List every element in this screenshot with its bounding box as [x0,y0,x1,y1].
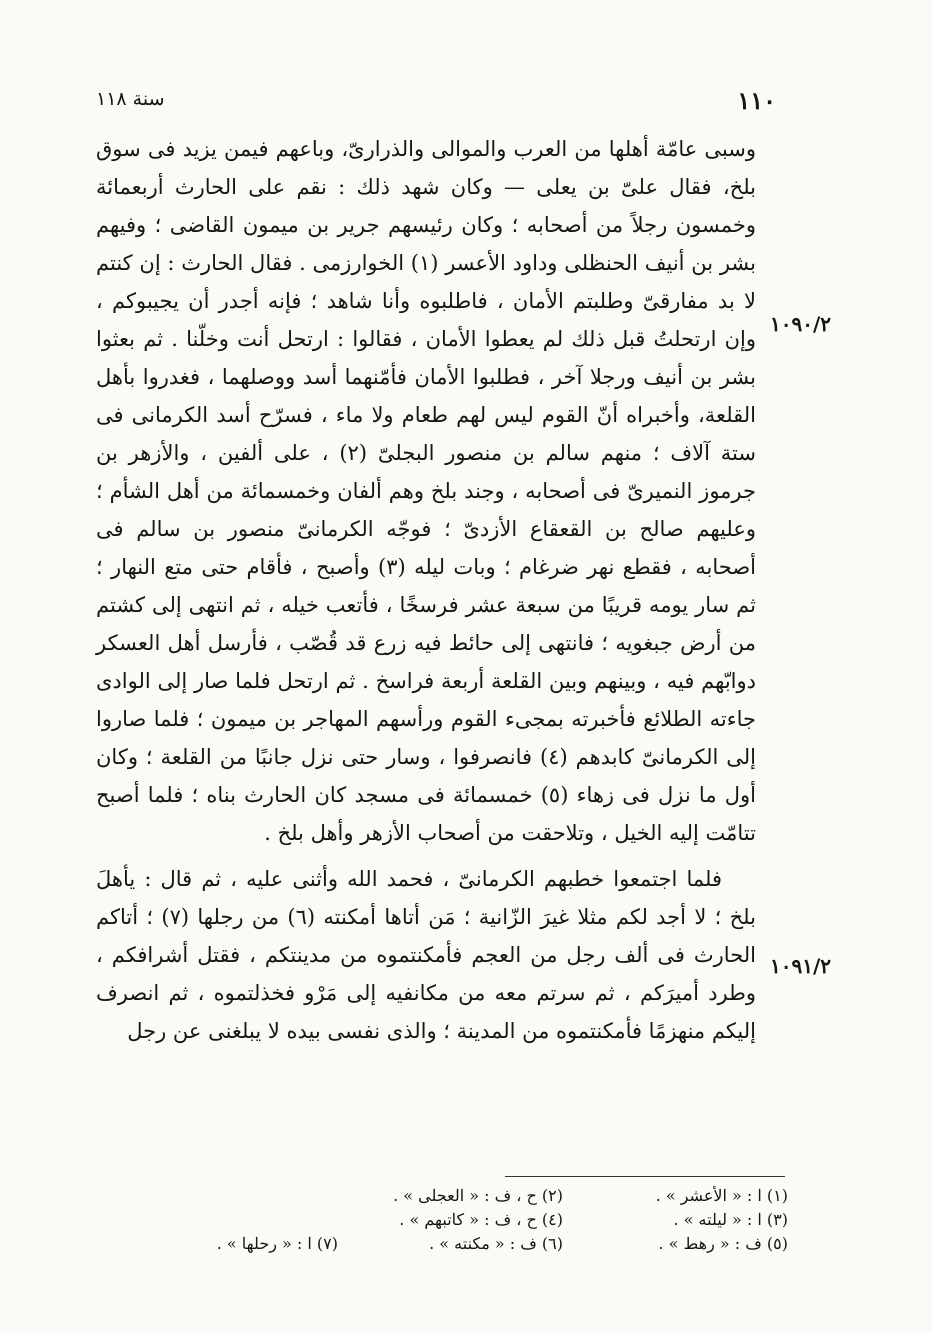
footnote-row [96,1184,788,1208]
main-text [96,130,756,1050]
page-header [96,86,836,116]
footnote: (٧) ا : « رحلها » . [216,1234,338,1253]
footnote: (١) ا : « الأعشر » . [655,1186,788,1205]
paragraph: وسبى عامّة أهلها من العرب والموالى والذرارىّ، وباعهم فيمن يزيد فى سوق بلخ، فقال علىّ بن يعلى — وكان شهد ذلك : نقم على الحارث أربعمائة وخمسون رجلاً من أصحابه ؛ وكان رئيسهم جرير بن ميمون القاضى ؛ وفيهم بشر بن أنيف الحنظلى وداود الأعسر (١) الخوارزمى . فقال الحارث : إن كنتم لا بد مفارقىّ وطلبتم الأمان ، فاطلبوه وأنا شاهد ؛ فإنه أجدر أن يجيبوكم ، وإن ارتحلتُ قبل ذلك لم يعطوا الأمان ، فقالوا : ارتحل أنت وخلّنا . ثم بعثوا بشر بن أنيف ورجلا آخر ، فطلبوا الأمان فأمّنهما أسد ووصلهما ، فغدروا بأهل القلعة، وأخبراه أنّ القوم ليس لهم طعام ولا ماء ، فسرّح أسد الكرمانى فى ستة آلاف ؛ منهم سالم بن منصور البجلىّ (٢) ، على ألفين ، والأزهر بن جرموز النميرىّ فى أصحابه ، وجند بلخ وهم ألفان وخمسمائة من أهل الشأم ؛ وعليهم صالح بن القعقاع الأزدىّ ؛ فوجّه الكرمانىّ منصور بن سالم فى أصحابه ، فقطع نهر ضرغام ؛ وبات ليله (٣) وأصبح ، فأقام حتى متع النهار ؛ ثم سار يومه قريبًا من سبعة عشر فرسخًا ، فأتعب خيله ، ثم انتهى إلى كشتم من أرض جبغويه ؛ فانتهى إلى حائط فيه زرع قد قُصّب ، فأرسل أهل العسكر دوابّهم فيه ، وبينهم وبين القلعة أربعة فراسخ . ثم ارتحل فلما صار إلى الوادى جاءته الطلائع فأخبرته بمجىء القوم ورأسهم المهاجر بن ميمون ؛ فلما صاروا إلى الكرمانىّ كابدهم (٤) فانصرفوا ، وسار حتى نزل جانبًا من القلعة ؛ وكان أول ما نزل فى زهاء (٥) خمسمائة فى مسجد كان الحارث بناه ؛ فلما أصبح تتامّت إليه الخيل ، وتلاحقت من أصحاب الأزهر وأهل بلخ . [96,137,757,845]
footnote: (٥) ف : « رهط » . [658,1234,788,1253]
footnote-row [96,1232,788,1256]
footnote-row [96,1208,788,1232]
margin-marker: ١٠٩٠/٢ [770,312,832,336]
footnote: (٣) ا : « ليلته » . [673,1210,788,1229]
footnote: (٦) ف : « مكنته » . [429,1234,563,1253]
margin-marker: ١٠٩١/٢ [770,954,832,978]
page-number: ١١٠ [737,86,776,115]
footnote-divider [505,1176,785,1177]
footnote: (٤) ح ، ف : « كاتبهم » . [399,1210,563,1229]
year-label: سنة ١١٨ [96,88,165,110]
footnote: (٢) ح ، ف : « العجلى » . [393,1186,563,1205]
paragraph: فلما اجتمعوا خطبهم الكرمانىّ ، فحمد الله وأثنى عليه ، ثم قال : يأهلَ بلخ ؛ لا أجد لكم مثلا غيرَ الزّانية ؛ مَن أتاها أمكنته (٦) من رجلها (٧) ؛ أتاكم الحارث فى ألف رجل من العجم فأمكنتموه من مدينتكم ، فقتل أشرافكم ، وطرد أميرَكم ، ثم سرتم معه من مكانفيه إلى مَرْو فخذلتموه ، ثم انصرف إليكم منهزمًا فأمكنتموه من المدينة ؛ والذى نفسى بيده لا يبلغنى عن رجل [96,867,756,1043]
footnotes [96,1184,788,1256]
